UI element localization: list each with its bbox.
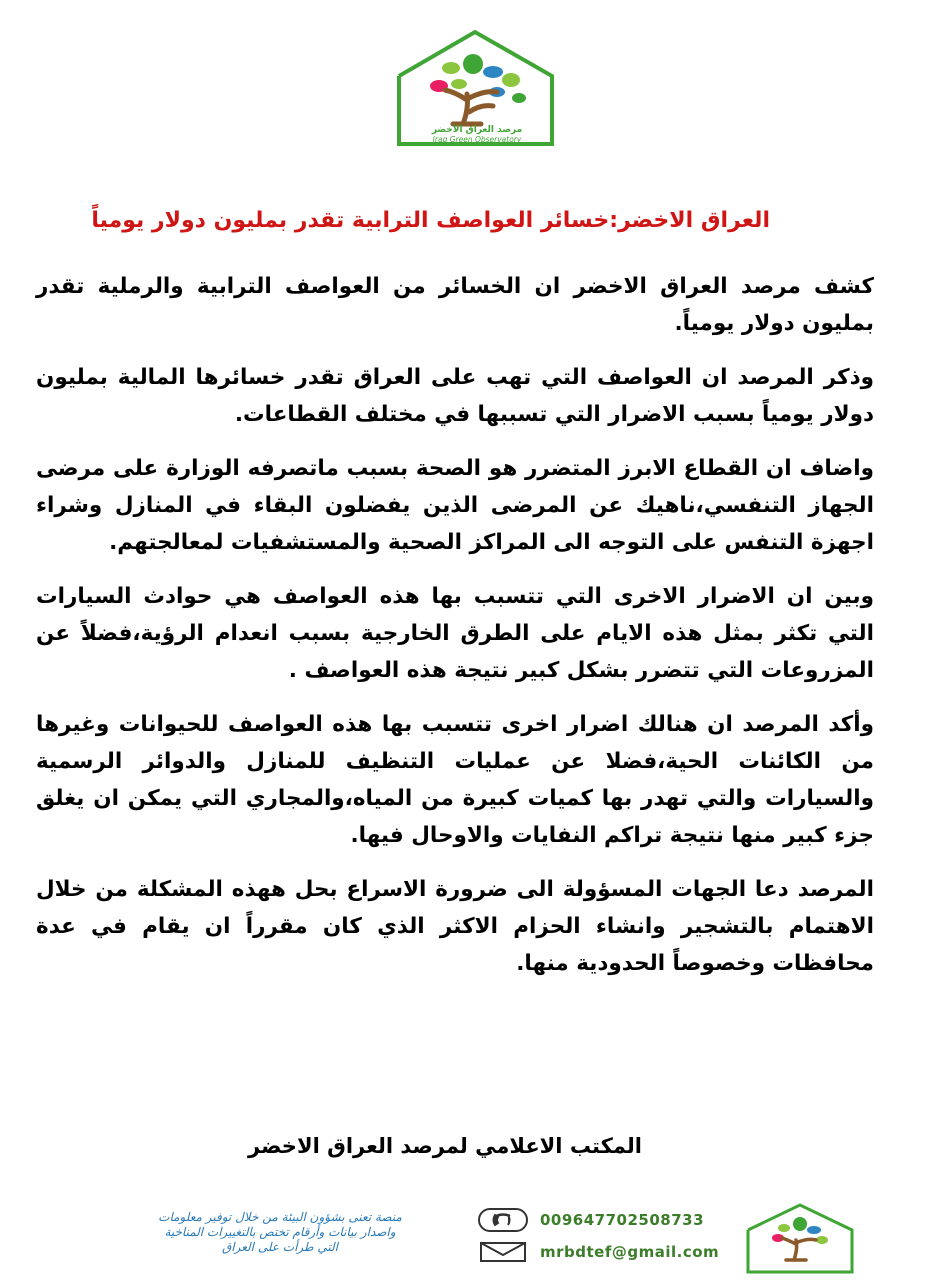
signature: المكتب الاعلامي لمرصد العراق الاخضر bbox=[248, 1134, 642, 1158]
phone-row bbox=[478, 1208, 704, 1232]
footer-description-line: واصدار بيانات وأرقام تختص بالتغييرات المناخية bbox=[164, 1225, 396, 1239]
paragraph: وأكد المرصد ان هنالك اضرار اخرى تتسبب بها هذه العواصف للحيوانات وغيرها من الكائنات الحية،فضلا عن عمليات التنظيف للمنازل والدوائر الرسمية والسيارات والتي تهدر بها كميات كبيرة من المياه،والمجاري التي يمكن ان يغلق جزء كبير منها نتيجة تراكم النفايات والاوحال فيها. bbox=[36, 712, 874, 848]
page-title: العراق الاخضر:خسائر العواصف الترابية تقدر بمليون دولار يومياً bbox=[91, 208, 770, 233]
email-address: mrbdtef@gmail.com bbox=[540, 1243, 720, 1261]
paragraph: وذكر المرصد ان العواصف التي تهب على العراق تقدر خسائرها المالية بمليون دولار يومياً بسبب الاضرار التي تسببها في مختلف القطاعات. bbox=[36, 365, 874, 427]
phone-number: 009647702508733 bbox=[540, 1211, 705, 1229]
logo-top bbox=[393, 28, 558, 150]
paragraph: واضاف ان القطاع الابرز المتضرر هو الصحة بسبب ماتصرفه الوزارة على مرضى الجهاز التنفسي،ناهيك عن المرضى الذين يفضلون البقاء في المنازل وشراء اجهزة التنفس على التوجه الى المراكز الصحية والمستشفيات لمعالجتهم. bbox=[36, 456, 874, 555]
logo-bottom bbox=[744, 1202, 856, 1276]
email-row bbox=[478, 1240, 719, 1264]
paragraph: وبين ان الاضرار الاخرى التي تتسبب بها هذه العواصف هي حوادث السيارات التي تكثر بمثل هذه الايام على الطرق الخارجية بسبب انعدام الرؤية،فضلاً عن المزروعات التي تتضرر بشكل كبير نتيجة هذه العواصف . bbox=[36, 584, 874, 683]
tree-house-logo-small-icon bbox=[744, 1202, 856, 1276]
svg-text:مرصد العراق الأخضر: مرصد العراق الأخضر bbox=[431, 125, 523, 135]
svg-text:Iraq Green Observatory: Iraq Green Observatory bbox=[432, 135, 522, 144]
phone-icon bbox=[478, 1208, 528, 1232]
footer-description-line: منصة تعنى بشؤون البيئة من خلال توفير معلومات bbox=[158, 1210, 402, 1224]
footer bbox=[0, 1196, 930, 1280]
footer-description-line: التي طرأت على العراق bbox=[221, 1240, 339, 1254]
footer-description bbox=[130, 1210, 430, 1255]
envelope-icon bbox=[478, 1240, 528, 1264]
article-body bbox=[36, 268, 874, 999]
paragraph: كشف مرصد العراق الاخضر ان الخسائر من العواصف الترابية والرملية تقدر بمليون دولار يومياً. bbox=[36, 274, 874, 336]
tree-house-logo-icon bbox=[393, 28, 558, 150]
paragraph: المرصد دعا الجهات المسؤولة الى ضرورة الاسراع بحل ههذه المشكلة من خلال الاهتمام بالتشجير وانشاء الحزام الاكثر الذي كان مقرراً ان يقام في عدة محافظات وخصوصاً الحدودية منها. bbox=[36, 877, 874, 976]
